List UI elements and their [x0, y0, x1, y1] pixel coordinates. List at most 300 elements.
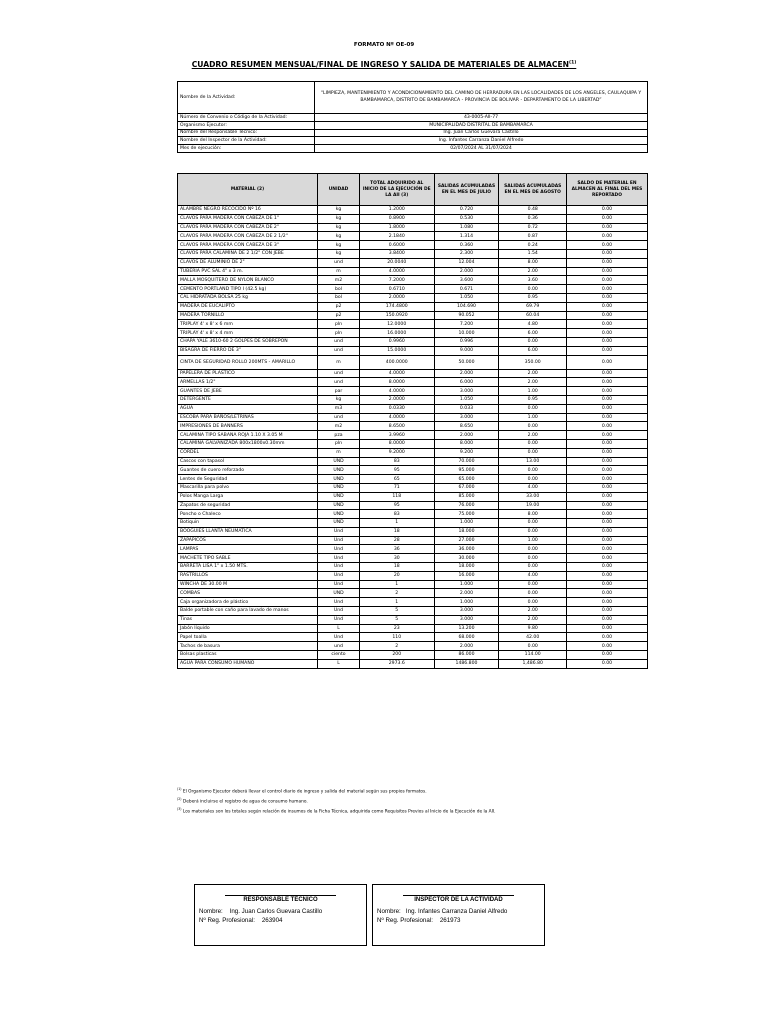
balance-cell: 0.00 [566, 633, 647, 642]
table-row [178, 232, 648, 241]
exits-july-cell: 9.200 [434, 448, 499, 457]
footnotes [177, 786, 647, 816]
material-cell: BISAGRA DE FIERRO DE 3" [178, 346, 318, 355]
signature-heading: RESPONSABLE TÉCNICO [243, 897, 318, 903]
exits-july-cell: 1.314 [434, 232, 499, 241]
material-cell: Bolsas plasticas [178, 651, 318, 660]
table-row [178, 346, 648, 355]
exits-july-cell: 3.000 [434, 387, 499, 396]
balance-cell: 0.00 [566, 580, 647, 589]
exits-august-cell: 6.00 [499, 346, 566, 355]
material-cell: PAPELERA DE PLASTICO [178, 369, 318, 378]
unit-cell: Und [318, 633, 360, 642]
balance-cell: 0.00 [566, 355, 647, 369]
table-row [178, 387, 648, 396]
footnote-text: Los materiales son los totales según relación de insumos de la Ficha Técnica, adquirida como Requisitos Previos al Inicio de la Ejecución de la AII. [182, 809, 496, 815]
exits-july-cell: 2.000 [434, 589, 499, 598]
total-acquired-cell: 0.9960 [360, 337, 435, 346]
exits-july-cell: 3.600 [434, 276, 499, 285]
exits-august-cell: 4.80 [499, 320, 566, 329]
balance-cell: 0.00 [566, 214, 647, 223]
balance-cell: 0.00 [566, 457, 647, 466]
unit-cell: Und [318, 571, 360, 580]
unit-cell: UND [318, 519, 360, 528]
table-row [178, 293, 648, 302]
table-row [178, 466, 648, 475]
total-acquired-cell: 5 [360, 607, 435, 616]
balance-cell: 0.00 [566, 387, 647, 396]
material-cell: WINCHA DE 30.00 M [178, 580, 318, 589]
exits-july-cell: 0.360 [434, 241, 499, 250]
unit-cell: UND [318, 589, 360, 598]
table-row [178, 545, 648, 554]
exits-july-cell: 104.690 [434, 302, 499, 311]
info-row [178, 137, 648, 145]
total-acquired-cell: 30 [360, 554, 435, 563]
material-cell: CLAVOS PARA CALAMINA DE 2 1/2" CON JEBE [178, 249, 318, 258]
total-acquired-cell: 83 [360, 510, 435, 519]
exits-august-cell: 0.00 [499, 580, 566, 589]
name-label: Nombre: [377, 908, 401, 915]
unit-cell: UND [318, 510, 360, 519]
exits-august-cell: 9.80 [499, 624, 566, 633]
table-row [178, 223, 648, 232]
material-cell: CLAVOS PARA MADERA CON CABEZA DE 3" [178, 241, 318, 250]
material-cell: MALLA MOSQUITERO DE NYLON BLANCO [178, 276, 318, 285]
balance-cell: 0.00 [566, 337, 647, 346]
total-acquired-cell: 110 [360, 633, 435, 642]
balance-cell: 0.00 [566, 329, 647, 338]
total-acquired-cell: 2.1840 [360, 232, 435, 241]
unit-cell: m2 [318, 422, 360, 431]
unit-cell: p2 [318, 302, 360, 311]
exits-august-cell: 0.48 [499, 206, 566, 215]
exits-july-cell: 2.000 [434, 267, 499, 276]
signature-heading: INSPECTOR DE LA ACTIVIDAD [414, 897, 503, 903]
exits-july-cell: 75.000 [434, 510, 499, 519]
material-cell: Guantes de cuero reforzado [178, 466, 318, 475]
total-acquired-cell: 95 [360, 501, 435, 510]
info-value: Ing. Juan Carlos Guevara Castillo [315, 129, 648, 137]
unit-cell: kg [318, 206, 360, 215]
exits-july-cell: 0.671 [434, 285, 499, 294]
balance-cell: 0.00 [566, 624, 647, 633]
footnote-mark: (1) [177, 787, 182, 791]
info-value: 02/07/2024 AL 31/07/2024 [315, 145, 648, 153]
signer-name: Ing. Juan Carlos Guevara Castillo [229, 908, 323, 915]
unit-cell: bol [318, 293, 360, 302]
exits-august-cell: 2.00 [499, 431, 566, 440]
table-row [178, 554, 648, 563]
table-row [178, 320, 648, 329]
total-acquired-cell: 4.0000 [360, 369, 435, 378]
header-exits-july: SALIDAS ACUMULADAS EN EL MES DE JULIO [434, 174, 499, 206]
material-cell: CALAMINA GALVANIZADA 800x1800x0.30mm [178, 439, 318, 448]
exits-august-cell: 0.00 [499, 589, 566, 598]
exits-august-cell: 1,486.80 [499, 659, 566, 668]
signature-reg-row [377, 916, 540, 925]
table-row [178, 475, 648, 484]
material-cell: DETERGENTE [178, 395, 318, 404]
exits-july-cell: 76.000 [434, 501, 499, 510]
balance-cell: 0.00 [566, 545, 647, 554]
exits-august-cell: 4.00 [499, 483, 566, 492]
table-row [178, 501, 648, 510]
unit-cell: bol [318, 285, 360, 294]
exits-july-cell: 85.000 [434, 492, 499, 501]
exits-july-cell: 0.033 [434, 404, 499, 413]
total-acquired-cell: 2.0000 [360, 293, 435, 302]
exits-july-cell: 3.000 [434, 607, 499, 616]
table-row [178, 249, 648, 258]
total-acquired-cell: 2 [360, 642, 435, 651]
info-value: “LIMPIEZA, MANTENIMIENTO Y ACONDICIONAMIENTO DEL CAMINO DE HERRADURA EN LAS LOCALIDADES DE LOS ANGELES, CAULAQUIPA Y BAMBAMARCA, DISTRITO DE BAMBAMARCA - PROVINCIA DE BOLIVAR - DEPARTAMENTO DE LA LIBERTAD” [315, 82, 648, 114]
exits-july-cell: 2.300 [434, 249, 499, 258]
unit-cell: und [318, 337, 360, 346]
exits-august-cell: 114.00 [499, 651, 566, 660]
material-cell: CEMENTO PORTLAND TIPO I (42.5 kg) [178, 285, 318, 294]
table-row [178, 615, 648, 624]
table-row [178, 492, 648, 501]
exits-july-cell: 12.004 [434, 258, 499, 267]
balance-cell: 0.00 [566, 320, 647, 329]
exits-july-cell: 65.000 [434, 475, 499, 484]
balance-cell: 0.00 [566, 510, 647, 519]
format-label: FORMATO Nº OE-09 [353, 42, 415, 48]
info-value: MUNICIPALIDAD DISTRITAL DE BAMBAMARCA [315, 121, 648, 129]
material-cell: Caja organizadora de plástico [178, 598, 318, 607]
signature-box-inspector [372, 884, 545, 946]
total-acquired-cell: 15.0000 [360, 346, 435, 355]
table-row [178, 457, 648, 466]
unit-cell: UND [318, 475, 360, 484]
balance-cell: 0.00 [566, 598, 647, 607]
material-cell: MADERA TORNILLO [178, 311, 318, 320]
balance-cell: 0.00 [566, 439, 647, 448]
balance-cell: 0.00 [566, 536, 647, 545]
table-row [178, 519, 648, 528]
balance-cell: 0.00 [566, 285, 647, 294]
unit-cell: pza [318, 431, 360, 440]
exits-august-cell: 0.00 [499, 422, 566, 431]
table-row [178, 448, 648, 457]
balance-cell: 0.00 [566, 571, 647, 580]
exits-july-cell: 2.000 [434, 642, 499, 651]
info-row [178, 82, 648, 114]
signature-line [403, 895, 514, 896]
unit-cell: m3 [318, 404, 360, 413]
table-row [178, 483, 648, 492]
total-acquired-cell: 118 [360, 492, 435, 501]
material-cell: GUANTES DE JEBE [178, 387, 318, 396]
material-cell: BOOGUIES LLANTA NEUMATICA [178, 527, 318, 536]
exits-july-cell: 1.000 [434, 519, 499, 528]
exits-august-cell: 1.54 [499, 249, 566, 258]
header-unit: UNIDAD [318, 174, 360, 206]
unit-cell: ciento [318, 651, 360, 660]
total-acquired-cell: 20.0040 [360, 258, 435, 267]
unit-cell: kg [318, 241, 360, 250]
total-acquired-cell: 4.0000 [360, 267, 435, 276]
signer-name: Ing. Infantes Carranza Daniel Alfredo [405, 908, 508, 915]
balance-cell: 0.00 [566, 519, 647, 528]
unit-cell: m [318, 267, 360, 276]
balance-cell: 0.00 [566, 554, 647, 563]
total-acquired-cell: 23 [360, 624, 435, 633]
reg-label: Nº Reg. Profesional: [377, 917, 433, 924]
total-acquired-cell: 3.9960 [360, 431, 435, 440]
exits-august-cell: 0.00 [499, 563, 566, 572]
footnote-text: El Organismo Ejecutor deberá llevar el control diario de ingreso y salida del material según sus propios formatos. [182, 789, 427, 795]
table-row [178, 395, 648, 404]
total-acquired-cell: 16.0000 [360, 329, 435, 338]
balance-cell: 0.00 [566, 492, 647, 501]
unit-cell: Und [318, 598, 360, 607]
total-acquired-cell: 71 [360, 483, 435, 492]
balance-cell: 0.00 [566, 422, 647, 431]
exits-august-cell: 69.79 [499, 302, 566, 311]
exits-august-cell: 0.00 [499, 337, 566, 346]
total-acquired-cell: 200 [360, 651, 435, 660]
total-acquired-cell: 2 [360, 589, 435, 598]
material-cell: LAMPAS [178, 545, 318, 554]
material-cell: CLAVOS PARA MADERA CON CABEZA DE 2 1/2" [178, 232, 318, 241]
info-value: 43-0005-AII-77 [315, 114, 648, 122]
exits-august-cell: 8.00 [499, 510, 566, 519]
total-acquired-cell: 65 [360, 475, 435, 484]
signature-details [199, 907, 362, 925]
exits-july-cell: 8.650 [434, 422, 499, 431]
total-acquired-cell: 150.0920 [360, 311, 435, 320]
unit-cell: und [318, 413, 360, 422]
info-row [178, 114, 648, 122]
exits-july-cell: 1.050 [434, 395, 499, 404]
reg-number: 263904 [261, 917, 283, 924]
balance-cell: 0.00 [566, 346, 647, 355]
header-material: MATERIAL (2) [178, 174, 318, 206]
balance-cell: 0.00 [566, 404, 647, 413]
total-acquired-cell: 9.2000 [360, 448, 435, 457]
exits-july-cell: 86.000 [434, 651, 499, 660]
document-title [0, 60, 768, 69]
total-acquired-cell: 0.0330 [360, 404, 435, 413]
unit-cell: pln [318, 329, 360, 338]
balance-cell: 0.00 [566, 249, 647, 258]
total-acquired-cell: 1 [360, 519, 435, 528]
balance-cell: 0.00 [566, 206, 647, 215]
exits-august-cell: 4.00 [499, 571, 566, 580]
name-label: Nombre: [199, 908, 223, 915]
footnote-text: Deberá incluirse el registro de agua de consumo humano. [182, 799, 308, 805]
exits-july-cell: 16.000 [434, 571, 499, 580]
exits-july-cell: 1.000 [434, 580, 499, 589]
exits-july-cell: 6.000 [434, 378, 499, 387]
unit-cell: UND [318, 501, 360, 510]
table-row [178, 598, 648, 607]
table-row [178, 607, 648, 616]
exits-july-cell: 1486.800 [434, 659, 499, 668]
unit-cell: pln [318, 320, 360, 329]
exits-july-cell: 0.530 [434, 214, 499, 223]
table-row [178, 439, 648, 448]
exits-august-cell: 19.00 [499, 501, 566, 510]
table-row [178, 527, 648, 536]
balance-cell: 0.00 [566, 258, 647, 267]
table-row [178, 659, 648, 668]
exits-august-cell: 0.00 [499, 527, 566, 536]
material-cell: Poncho o Chaleco [178, 510, 318, 519]
total-acquired-cell: 12.0000 [360, 320, 435, 329]
exits-august-cell: 0.24 [499, 241, 566, 250]
table-row [178, 206, 648, 215]
table-row [178, 571, 648, 580]
exits-july-cell: 95.000 [434, 466, 499, 475]
material-cell: CORDEL [178, 448, 318, 457]
activity-info-table [177, 81, 648, 153]
exits-july-cell: 3.000 [434, 413, 499, 422]
footnote [177, 806, 647, 816]
total-acquired-cell: 28 [360, 536, 435, 545]
unit-cell: m2 [318, 276, 360, 285]
table-row [178, 642, 648, 651]
material-cell: Polos Manga Larga [178, 492, 318, 501]
total-acquired-cell: 8.0000 [360, 378, 435, 387]
exits-july-cell: 9.000 [434, 346, 499, 355]
header-final-balance: SALDO DE MATERIAL EN ALMACEN AL FINAL DEL MES REPORTADO [566, 174, 647, 206]
exits-august-cell: 0.36 [499, 214, 566, 223]
unit-cell: m [318, 448, 360, 457]
total-acquired-cell: 174.4800 [360, 302, 435, 311]
table-row [178, 422, 648, 431]
exits-july-cell: 3.000 [434, 615, 499, 624]
exits-august-cell: 2.00 [499, 267, 566, 276]
balance-cell: 0.00 [566, 448, 647, 457]
balance-cell: 0.00 [566, 302, 647, 311]
exits-august-cell: 1.00 [499, 387, 566, 396]
total-acquired-cell: 18 [360, 527, 435, 536]
unit-cell: UND [318, 457, 360, 466]
exits-july-cell: 13.200 [434, 624, 499, 633]
total-acquired-cell: 7.2000 [360, 276, 435, 285]
info-label: Mes de ejecución: [178, 145, 315, 153]
balance-cell: 0.00 [566, 378, 647, 387]
exits-august-cell: 60.04 [499, 311, 566, 320]
table-row [178, 258, 648, 267]
table-row [178, 276, 648, 285]
info-row [178, 129, 648, 137]
info-label: Organismo Ejecutor: [178, 121, 315, 129]
unit-cell: m [318, 355, 360, 369]
unit-cell: Und [318, 580, 360, 589]
exits-august-cell: 2.00 [499, 378, 566, 387]
material-cell: Tinas [178, 615, 318, 624]
exits-august-cell: 0.72 [499, 223, 566, 232]
exits-july-cell: 90.052 [434, 311, 499, 320]
signature-details [377, 907, 540, 925]
exits-august-cell: 0.00 [499, 519, 566, 528]
table-row [178, 651, 648, 660]
table-row [178, 404, 648, 413]
unit-cell: L [318, 624, 360, 633]
reg-label: Nº Reg. Profesional: [199, 917, 255, 924]
unit-cell: pln [318, 439, 360, 448]
title-note-mark: (1) [569, 60, 577, 66]
material-cell: CAL HIDRATADA BOLSA 25 kg [178, 293, 318, 302]
exits-august-cell: 42.00 [499, 633, 566, 642]
balance-cell: 0.00 [566, 431, 647, 440]
material-cell: Cascos con tapasol [178, 457, 318, 466]
table-row [178, 337, 648, 346]
exits-august-cell: 0.00 [499, 439, 566, 448]
balance-cell: 0.00 [566, 563, 647, 572]
material-cell: ZAPAPICOS [178, 536, 318, 545]
info-value: Ing. Infantes Carranza Daniel Alfredo [315, 137, 648, 145]
material-cell: RASTRILLOS [178, 571, 318, 580]
exits-august-cell: 350.00 [499, 355, 566, 369]
exits-july-cell: 68.000 [434, 633, 499, 642]
total-acquired-cell: 95 [360, 466, 435, 475]
total-acquired-cell: 0.6710 [360, 285, 435, 294]
exits-august-cell: 0.95 [499, 293, 566, 302]
unit-cell: L [318, 659, 360, 668]
material-cell: COMBAS [178, 589, 318, 598]
material-cell: Jabón líquido [178, 624, 318, 633]
exits-august-cell: 6.00 [499, 329, 566, 338]
table-row [178, 285, 648, 294]
footnote [177, 786, 647, 796]
total-acquired-cell: 8.6500 [360, 422, 435, 431]
unit-cell: Und [318, 554, 360, 563]
exits-july-cell: 27.000 [434, 536, 499, 545]
unit-cell: Und [318, 545, 360, 554]
total-acquired-cell: 3.8400 [360, 249, 435, 258]
exits-august-cell: 0.00 [499, 642, 566, 651]
total-acquired-cell: 0.6000 [360, 241, 435, 250]
total-acquired-cell: 1 [360, 598, 435, 607]
material-cell: AGUA PARA CONSUMO HUMANO [178, 659, 318, 668]
balance-cell: 0.00 [566, 241, 647, 250]
exits-july-cell: 7.200 [434, 320, 499, 329]
balance-cell: 0.00 [566, 483, 647, 492]
balance-cell: 0.00 [566, 642, 647, 651]
exits-august-cell: 2.00 [499, 369, 566, 378]
total-acquired-cell: 0.8900 [360, 214, 435, 223]
unit-cell: Und [318, 563, 360, 572]
unit-cell: und [318, 346, 360, 355]
exits-july-cell: 0.996 [434, 337, 499, 346]
exits-july-cell: 70.000 [434, 457, 499, 466]
exits-july-cell: 8.000 [434, 439, 499, 448]
balance-cell: 0.00 [566, 466, 647, 475]
exits-july-cell: 67.000 [434, 483, 499, 492]
exits-august-cell: 0.95 [499, 395, 566, 404]
exits-august-cell: 1.00 [499, 536, 566, 545]
exits-august-cell: 1.00 [499, 413, 566, 422]
signature-box-technical [194, 884, 367, 946]
material-cell: ARMELLAS 1/2" [178, 378, 318, 387]
exits-july-cell: 2.000 [434, 431, 499, 440]
unit-cell: UND [318, 483, 360, 492]
material-cell: TUBERIA PVC SAL 4" x 3 m. [178, 267, 318, 276]
exits-july-cell: 18.000 [434, 563, 499, 572]
exits-july-cell: 30.000 [434, 554, 499, 563]
exits-august-cell: 0.87 [499, 232, 566, 241]
table-row [178, 311, 648, 320]
unit-cell: Und [318, 615, 360, 624]
total-acquired-cell: 2973.6 [360, 659, 435, 668]
unit-cell: Und [318, 607, 360, 616]
exits-august-cell: 0.00 [499, 466, 566, 475]
